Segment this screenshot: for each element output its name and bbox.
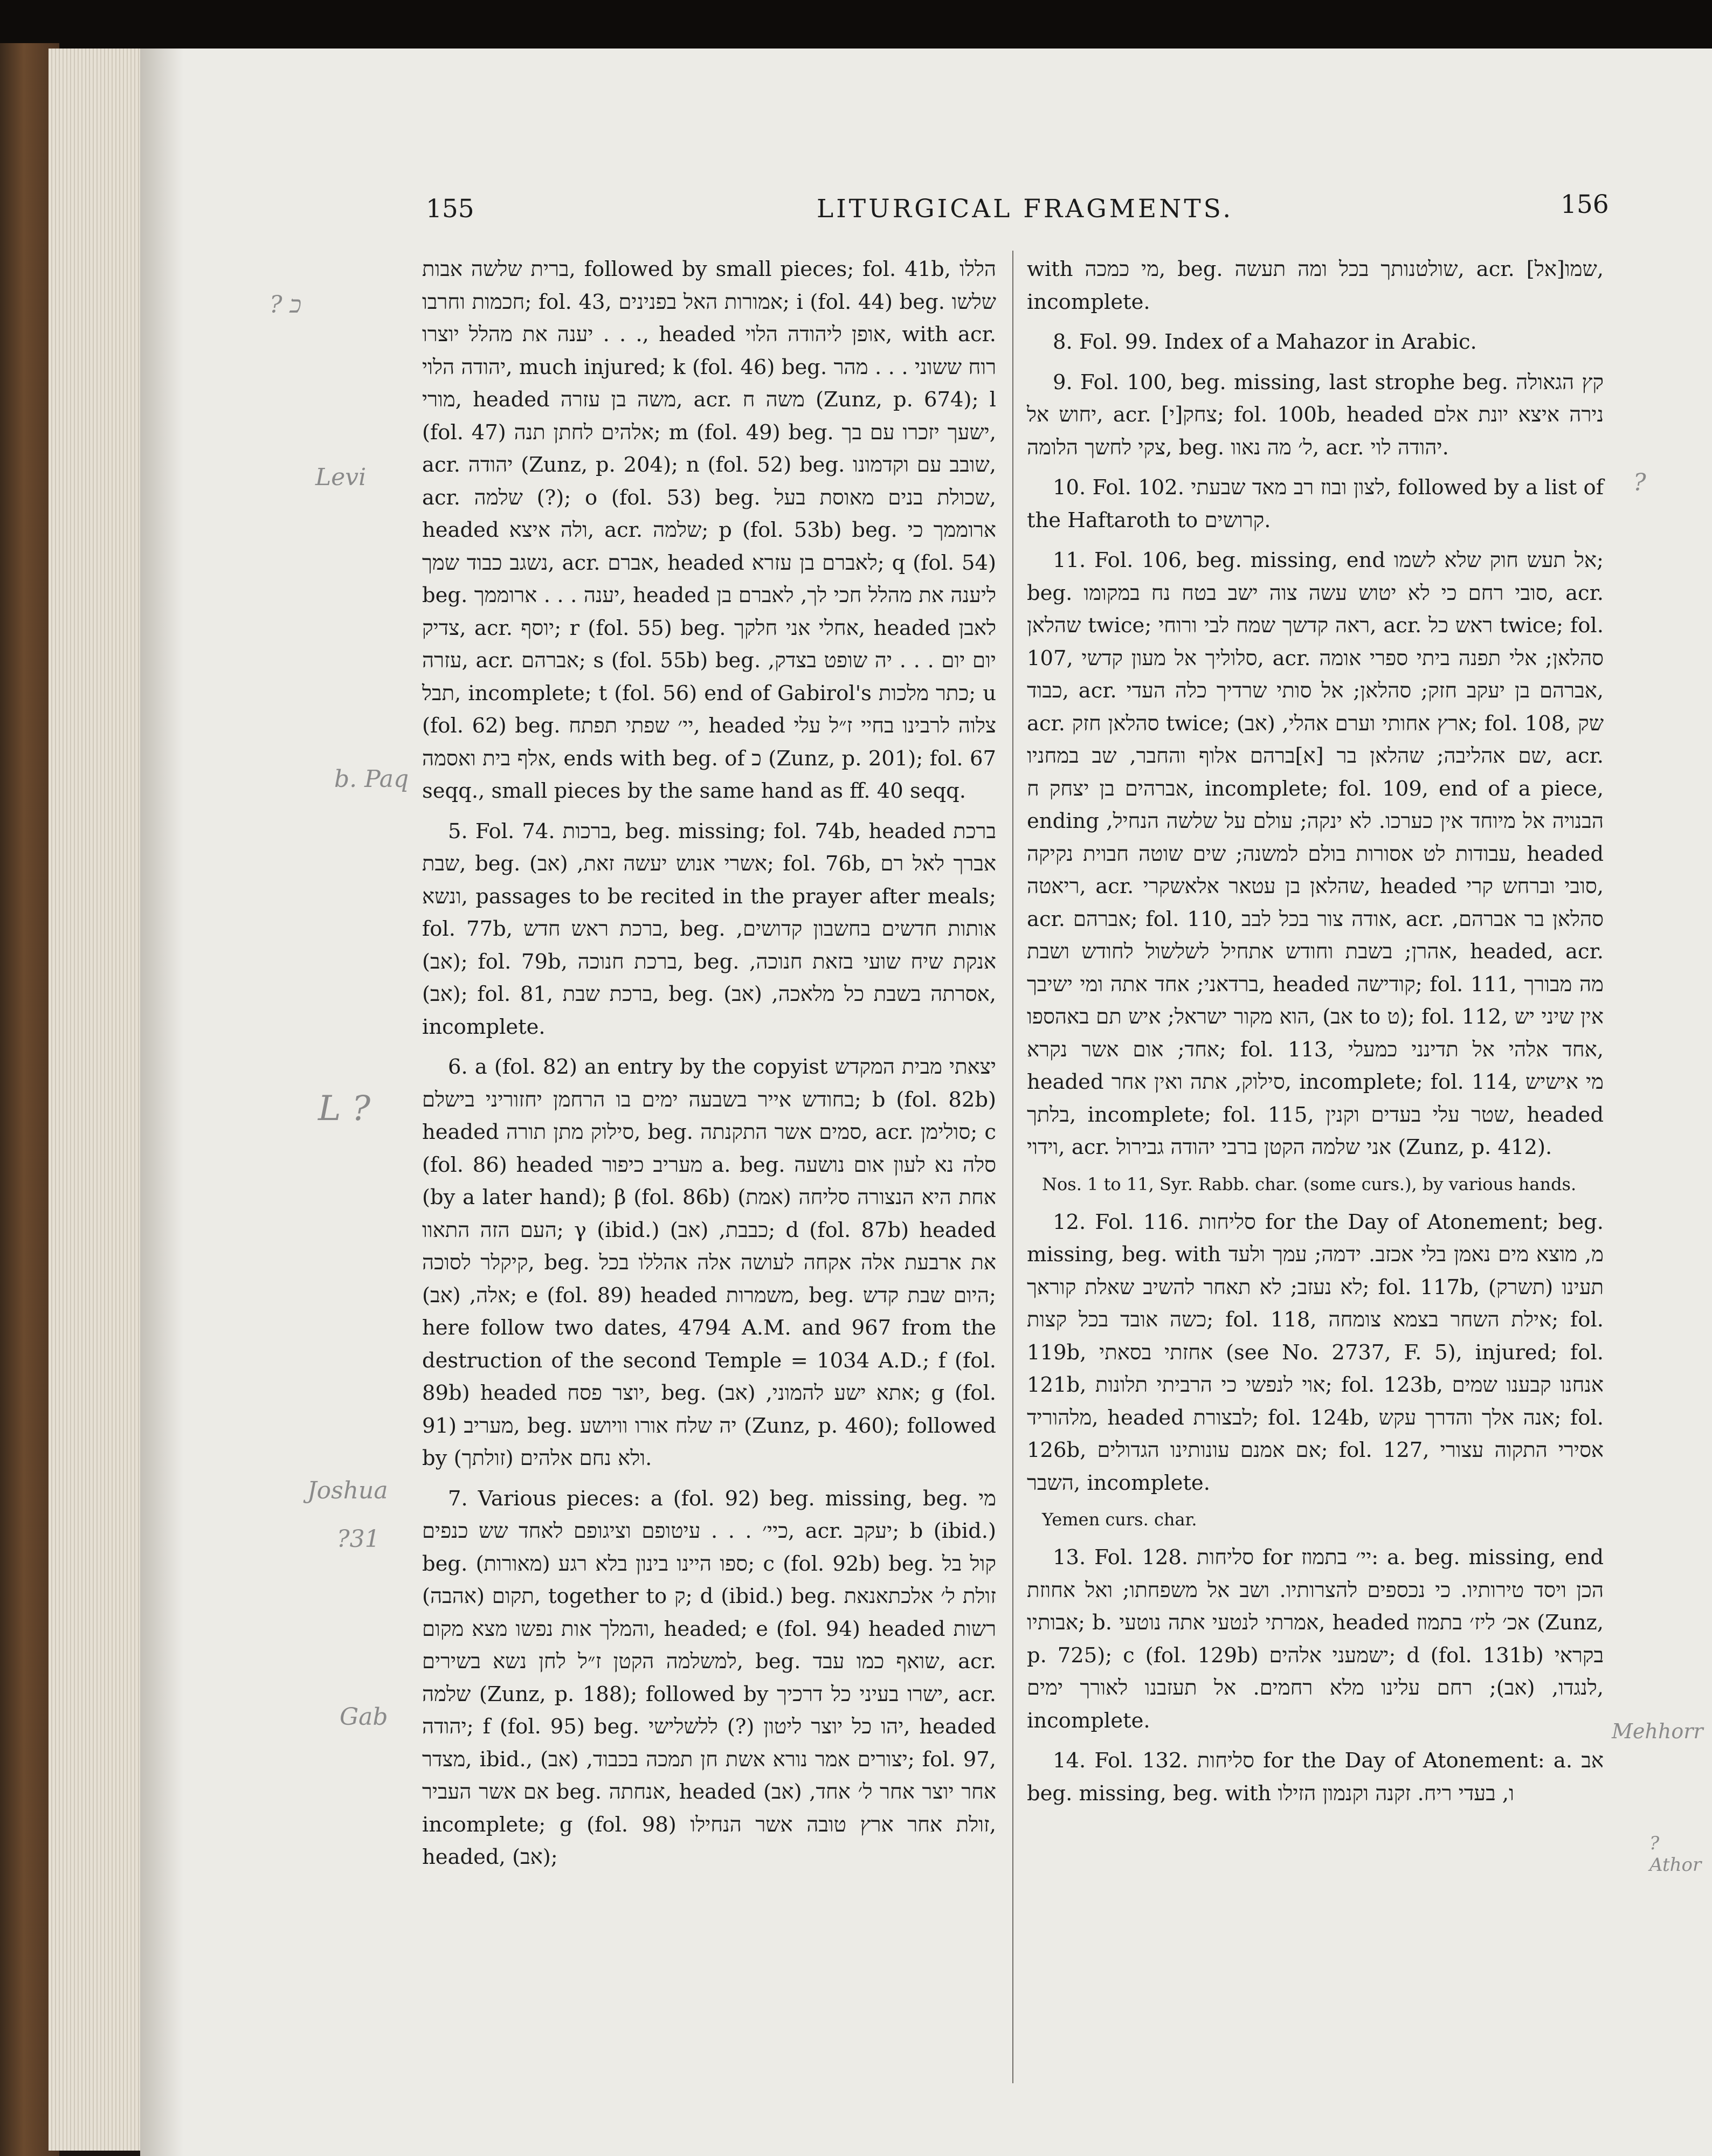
right-column (1027, 253, 1604, 1818)
entry-6: 6. a (fol. 82) an entry by the copyist יצאתי מבית המקדש בחודש אייר בשבעה ימים בו הרחמן יחזוריני בישלם; b (fol. 82b) headed סילוק מתן תורה, beg. סמים אשר התקנתה, acr. סולימן; c (fol. 86) headed מעריב כיפור a. beg. סלה נא לעון אום נושעה (by a later hand); β (fol. 86b) (אמת) אחת היא הנצורה סליחה העם הזה התאוו; γ (ibid.) כבבת, (אב); d (fol. 87b) headed קיקלר לסוכה, beg. את ארבעת אלה אקחה לעושה אלה אהללו בכל אלה, (אב); e (fol. 89) headed משמרות, beg. היום שבת קדש; here follow two dates, 4794 A.M. and 967 from the destruction of the second Temple = 1034 A.D.; f (fol. 89b) headed יוצר פסח, beg. אתא ישע להמוני, (אב); g (fol. 91) מעריב, beg. יה שלח אורו וויושע (Zunz, p. 460); followed by (זולתך) ולא נחם אלהים. (422, 1055, 997, 1470)
margin-note: Joshua (307, 1477, 388, 1504)
entry-7-continued: with מי כמכה, beg. שולטנותך בכל ומה תעשה, acr. שמו[אל], incomplete. (1027, 257, 1604, 314)
margin-note: ? (1633, 469, 1646, 496)
column-divider (1012, 251, 1013, 2083)
gutter-shadow (140, 49, 183, 2156)
margin-note: Gab (340, 1703, 388, 1731)
left-page-number: 155 (426, 194, 474, 224)
top-dark-band (0, 0, 1712, 54)
entry-11: 11. Fol. 106, beg. missing, end אל תעש חוק שלא לשמו; beg. סובי רחם כי לא יטוש עשה צוה ישב בטח נח במקומו, acr. שהלאן twice; ראה קדשך שמח לבי ורוחי, acr. ראש כל twice; fol. 107, סלוליך אל מעון קדשי, acr. סהלאן; אלי תפנה ביתי ספרי אומה כבוד, acr. אברהם בן יעקב חזק; סהלאן; אל סותי שרדיך כלה העדי, acr. סהלאן חזק twice; ארץ אחותי וערם אהלי, (אב); fol. 108, שק שם אהליבה; שהלאן בר [א]ברהם אלוף והחבר, שב במחניו, acr. אברהים בן יצחק ח, incomplete; fol. 109, end of a piece, ending הבנויה אל מיוחד אין כערכו. לא ינקה; עולם על שלשה הנחיל, עבודות לט אסורות בולם למשנה; שים שוטה חבוית נקיקה, headed ריאטה, acr. שהלאן בן עטאר אלאשקרי, headed סובי וברחש קרי, acr. אברהם; fol. 110, אודה צור בכל לבב, acr. סהלאן בר אברהם, אהרן; בשבת וחודש אתחיל לשלשול לחודש ושבת, headed, acr. ברדאני; אחד אתה ומי ישיבך, headed קודישה; fol. 111, מה מבורך הוא מקור ישראל; איש תם באהספו, (אב to ט); fol. 112, אין שיני יש אחד; אום אשר נקרא; fol. 113, אחד אלהי אל תדינני כמעלי, headed סילוק, אתה ואין אחר, incomplete; fol. 114, מי אישיש בלתך, incomplete; fol. 115, שטר עלי בעדים וקנין, headed וידוי, acr. אני שלמה הקטן ברבי יהודה גבירול (Zunz, p. 412). (1027, 548, 1604, 1159)
margin-note: ? כ (270, 291, 302, 319)
margin-note: Levi (315, 464, 367, 491)
entry-13: 13. Fol. 128. סליחות for יי׳ בתמוז: a. beg. missing, end הכן ויסד טירותיו. כי נכספים להצרותיו. ושב אל משפחתו; ואל אחוזת אבותיו; b. אמרתי לנטעי אתה נוטעי, headed אכ׳ ליז׳ בתמוז (Zunz, p. 725); c (fol. 129b) ישמעני אלהים; d (fol. 131b) בקראי לנגדו, (אב); רחם עלינו מלא רחמים. אל תעזבנו לאורך ימים, incomplete. (1027, 1545, 1604, 1733)
entry-9: 9. Fol. 100, beg. missing, last strophe beg. קץ הגאולה יחוש אל, acr. [י]צחק; fol. 100b, headed נירה איצא יונת אלם צקי לחשך הלומה, beg. ל׳ מה נאוו, acr. יהודה לוי. (1027, 370, 1604, 460)
margin-note: ? Athor (1649, 1833, 1702, 1876)
entry-8: 8. Fol. 99. Index of a Mahazor in Arabic. (1053, 330, 1477, 354)
page-stack-edge (49, 49, 151, 2151)
left-column (422, 253, 996, 1882)
entry-12: 12. Fol. 116. סליחות for the Day of Atonement; beg. missing, beg. with מ, מוצא מים נאמן בלי אכזב. ידמה; עמך ולעד לא נעזב; לא תאחר להשיב שאלת קוראך; fol. 117b, (תשרק) תעינו כשה אובד בכל קצות; fol. 118, אילת השחר בצמא צומחה; fol. 119b, אחזתי בסאתי (see No. 2737, F. 5), injured; fol. 121b, אוי לנפשי כי הרביתי תלונות; fol. 123b, אנחנו קבענו שמים מלהוריד, headed לבצורת; fol. 124b, אנה אלך והדרך עקש; fol. 126b, אם אמנם עונותינו הגדולים; fol. 127, אסירי התקוה עצורי השבר, incomplete. (1027, 1210, 1604, 1495)
script-note-2: Yemen curs. char. (1042, 1509, 1197, 1530)
entry-14: 14. Fol. 132. סליחות for the Day of Atonement: a. אב beg. missing, beg. with ו, בעדי ריח. זקנה וקנמון הזילו (1027, 1749, 1604, 1806)
entry-7: 7. Various pieces: a (fol. 92) beg. missing, beg. מי כיי׳ . . . עיטופם וציגופם לאחד שש כנפים, acr. יעקב; b (ibid.) beg. ספו היינו בינון בלא רגע (מאורות); c (fol. 92b) beg. קול בל תקום (אהבה), together to ק; d (ibid.) beg. זולת ל׳ אלכתאנאת והמלך אות נפשו מצא מקום, headed; e (fol. 94) headed רשות למשלמה הקטן ז״ל לחן נשא בשירים, beg. שואף כמו עבד, acr. שלמה (Zunz, p. 188); followed by ישרו בעיני כל דרכיך, acr. יהודה; f (fol. 95) beg. יהו כל יוצר ליטון (?) ללשלישי, headed מצדר, ibid., יצורים אמר נורא אשת חן תמכה בכבוד, (אב); fol. 97, אם אשר העביר beg. אנחתה, headed אחר יוצר אחר ל׳ אחד, (אב) incomplete; g (fol. 98) זולת אחר ארץ טובה אשר הנחילו, headed, (אב); (422, 1486, 997, 1869)
right-page-number: 156 (1561, 190, 1609, 219)
margin-note: ?31 (337, 1525, 380, 1553)
entry-4-continued: ברית שלשה אבות, followed by small pieces; fol. 41b, הללו חכמות וחרבו; fol. 43, אמורות האל בפנינים; i (fol. 44) beg. שלשו . . . יענה את מהלל יוצרו, headed אופן ליהודה הלוי, with acr. יהודה הלוי, much injured; k (fol. 46) beg. רוח ששוני . . . מהר מורי, headed משה בן עזרה, acr. משה ח (Zunz, p. 674); l (fol. 47) אלהים לחתן תנה; m (fol. 49) beg. ישעך יזכרו עם בך, acr. יהודה (Zunz, p. 204); n (fol. 52) beg. שובב עם וקדמונו, acr. שלמה (?); o (fol. 53) beg. שכולת בנים מאוסת בעל, headed ולה איצא, acr. שלמה; p (fol. 53b) beg. ארוממך כי נשגב כבוד שמך, acr. אברם, headed לאברם בן עזרא; q (fol. 54) beg. יענה . . . ארוממך, headed ליענה את מהלל חכי לך, לאברם בן צדיק, acr. יוסף; r (fol. 55) beg. אחלי אני חלקך, headed לאבן עזרה, acr. אברהם; s (fol. 55b) beg. יום יום . . . יה שופט בצדק, תבל, incomplete; t (fol. 56) end of Gabirol's כתר מלכות; u (fol. 62) beg. יי׳ שפתי תפתח, headed צלוה לרבינו בחיי ז״ל עלי אלף בית ואסמה, ends with beg. of כ (Zunz, p. 201); fol. 67 seqq., small pieces by the same hand as ff. 40 seqq. (422, 257, 997, 803)
entry-10: 10. Fol. 102. לצון ובוז רב מאד שבעתי, followed by a list of the Haftaroth to קרושים. (1027, 475, 1604, 533)
running-title: LITURGICAL FRAGMENTS. (817, 194, 1234, 224)
margin-note: L ? (318, 1089, 371, 1129)
script-note-1: Nos. 1 to 11, Syr. Rabb. char. (some curs.), by various hands. (1042, 1173, 1577, 1194)
entry-5: 5. Fol. 74. ברכות, beg. missing; fol. 74b, headed ברכת שבת, beg. אשרי אנוש יעשה זאת, (אב); fol. 76b, אברך לאל רם ונשא, passages to be recited in the prayer after meals; fol. 77b, ברכת ראש חדש, beg. אותות חדשים בחשבון קדושים, (אב); fol. 79b, ברכת חנוכה, beg. אנקת שיח שועי בזאת חנוכה, (אב); fol. 81, ברכת שבת, beg. אסרתה בשבת כל מלאכה, (אב), incomplete. (422, 819, 997, 1039)
margin-note: Mehhorr (1612, 1719, 1703, 1743)
margin-note: b. Paq (334, 765, 409, 793)
